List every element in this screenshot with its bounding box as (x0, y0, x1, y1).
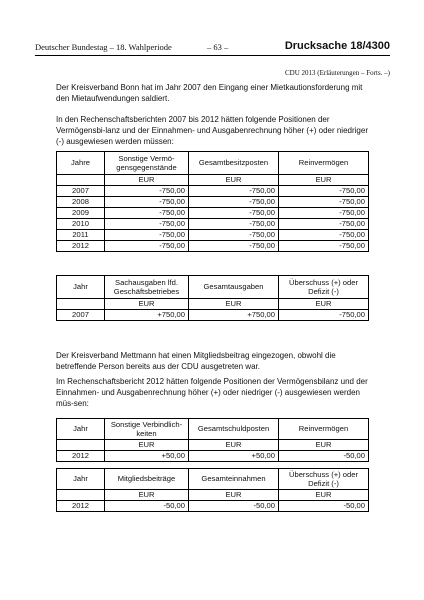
value-cell: -750,00 (189, 219, 279, 230)
table-row (57, 501, 369, 512)
value-cell: -750,00 (189, 230, 279, 241)
value-cell: -750,00 (105, 208, 189, 219)
value-cell: -750,00 (279, 310, 369, 321)
unit-cell: EUR (189, 299, 279, 310)
value-cell: -750,00 (279, 219, 369, 230)
value-cell: -750,00 (279, 186, 369, 197)
unit-cell: EUR (189, 490, 279, 501)
value-cell: -750,00 (105, 219, 189, 230)
value-cell: -750,00 (279, 208, 369, 219)
column-header: Sachausgaben lfd. Geschäftsbetriebes (105, 276, 189, 299)
table-row (57, 186, 369, 197)
unit-cell: EUR (279, 440, 369, 451)
column-header: Reinvermögen (279, 419, 369, 440)
value-cell: -750,00 (105, 241, 189, 252)
column-header: Jahre (57, 152, 105, 175)
value-cell: -750,00 (189, 241, 279, 252)
table-row (57, 310, 369, 321)
year-cell: 2012 (57, 451, 105, 462)
table-row (57, 208, 369, 219)
unit-cell: EUR (279, 175, 369, 186)
year-cell: 2007 (57, 310, 105, 321)
unit-cell: EUR (105, 175, 189, 186)
running-header (35, 40, 390, 54)
value-cell: -50,00 (189, 501, 279, 512)
value-cell: +50,00 (105, 451, 189, 462)
value-cell: +750,00 (105, 310, 189, 321)
unit-cell (57, 440, 105, 451)
unit-cell (57, 299, 105, 310)
value-cell: -750,00 (105, 197, 189, 208)
value-cell: -750,00 (105, 186, 189, 197)
column-header: Sonstige Vermö-gensgegenstände (105, 152, 189, 175)
column-header: Jahr (57, 276, 105, 299)
value-cell: +50,00 (189, 451, 279, 462)
column-header: Gesamtausgaben (189, 276, 279, 299)
column-header: Gesamtbesitzposten (189, 152, 279, 175)
value-cell: -750,00 (105, 230, 189, 241)
unit-cell: EUR (105, 440, 189, 451)
value-cell: -50,00 (279, 501, 369, 512)
table-mettmann-balance (56, 418, 369, 462)
unit-cell: EUR (105, 490, 189, 501)
table-bonn-balance (56, 151, 369, 252)
paragraph-mettmann-intro: Im Rechenschaftsbericht 2012 hätten folgende Positionen der Vermögensbilanz und der Einnahmen- und Ausgabenrechnung höher (+) oder niedriger (-) ausgewiesen werden müs-sen: (56, 377, 368, 408)
header-rule (35, 55, 390, 56)
unit-cell: EUR (279, 299, 369, 310)
column-header: Sonstige Verbindlich-keiten (105, 419, 189, 440)
unit-cell: EUR (189, 440, 279, 451)
value-cell: -750,00 (189, 208, 279, 219)
column-header: Mitgliedsbeiträge (105, 469, 189, 490)
value-cell: -50,00 (105, 501, 189, 512)
column-header: Jahr (57, 469, 105, 490)
value-cell: -750,00 (279, 230, 369, 241)
unit-cell: EUR (189, 175, 279, 186)
header-left: Deutscher Bundestag – 18. Wahlperiode (35, 42, 172, 52)
year-cell: 2008 (57, 197, 105, 208)
table-mettmann-income (56, 468, 369, 512)
unit-cell: EUR (279, 490, 369, 501)
paragraph-bonn: Der Kreisverband Bonn hat im Jahr 2007 den Eingang einer Mietkautionsforderung mit den Mietaufwendungen saldiert. (56, 83, 363, 103)
value-cell: -50,00 (279, 451, 369, 462)
table-row (57, 241, 369, 252)
column-header: Überschuss (+) oder Defizit (-) (279, 276, 369, 299)
column-header: Gesamtschuldposten (189, 419, 279, 440)
column-header: Jahr (57, 419, 105, 440)
year-cell: 2007 (57, 186, 105, 197)
value-cell: -750,00 (189, 197, 279, 208)
unit-cell: EUR (105, 299, 189, 310)
table-row (57, 197, 369, 208)
year-cell: 2012 (57, 241, 105, 252)
paragraph-mettmann: Der Kreisverband Mettmann hat einen Mitgliedsbeitrag eingezogen, obwohl die betreffende Person bereits aus der CDU ausgetreten war. (56, 351, 336, 371)
table-bonn-income (56, 275, 369, 321)
year-cell: 2011 (57, 230, 105, 241)
page-number: – 63 – (207, 42, 229, 52)
unit-cell (57, 175, 105, 186)
unit-cell (57, 490, 105, 501)
section-subheader: CDU 2013 (Erläuterungen – Forts. –) (285, 69, 390, 77)
year-cell: 2009 (57, 208, 105, 219)
column-header: Überschuss (+) oder Defizit (-) (279, 469, 369, 490)
table-row (57, 451, 369, 462)
column-header: Reinvermögen (279, 152, 369, 175)
table-row (57, 219, 369, 230)
value-cell: +750,00 (189, 310, 279, 321)
paragraph-bonn-intro: In den Rechenschaftsberichten 2007 bis 2012 hätten folgende Positionen der Vermögensbi-lanz und der Einnahmen- und Ausgabenrechnung höher (+) oder niedriger (-) ausgewiesen werden müssen: (56, 115, 368, 146)
value-cell: -750,00 (189, 186, 279, 197)
value-cell: -750,00 (279, 197, 369, 208)
year-cell: 2012 (57, 501, 105, 512)
year-cell: 2010 (57, 219, 105, 230)
document-number: Drucksache 18/4300 (284, 40, 390, 52)
value-cell: -750,00 (279, 241, 369, 252)
table-row (57, 230, 369, 241)
column-header: Gesamteinnahmen (189, 469, 279, 490)
